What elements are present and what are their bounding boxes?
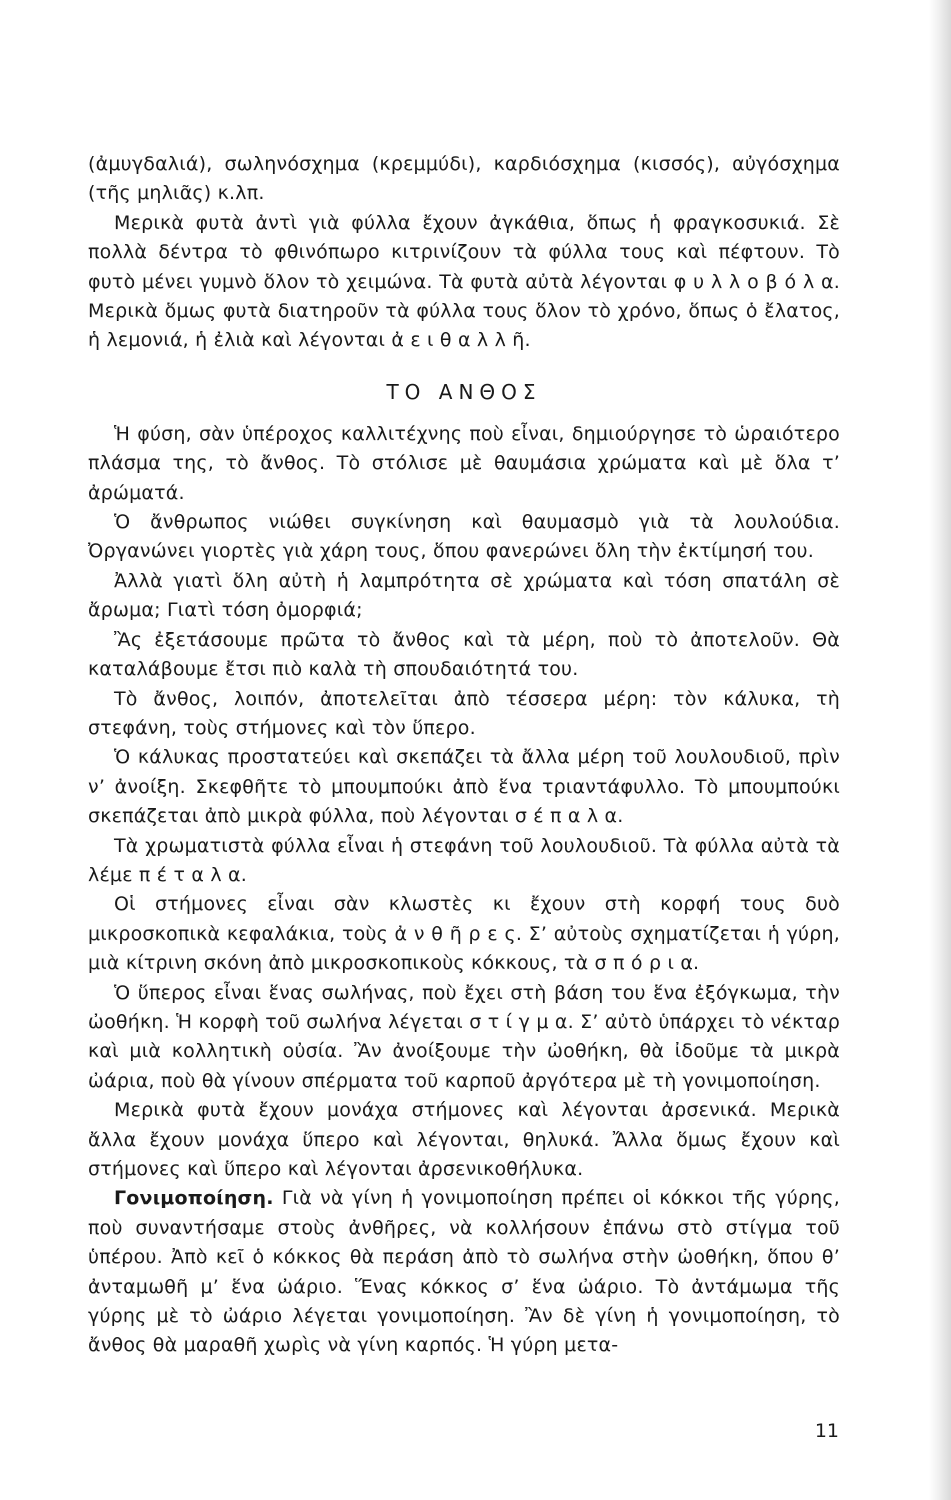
paragraph: Ἀλλὰ γιατὶ ὅλη αὐτὴ ἡ λαμπρότητα σὲ χρώματα καὶ τόση σπατάλη σὲ ἄρωμα; Γιατὶ τόση ὀμορφιά; xyxy=(88,569,840,622)
paragraph-fertilization xyxy=(88,1184,840,1360)
page-text xyxy=(88,150,840,1361)
paragraph: Μερικὰ φυτὰ ἔχουν μονάχα στήμονες καὶ λέγονται ἀρσενικά. Μερικὰ ἄλλα ἔχουν μονάχα ὕπερο καὶ λέγονται, θηλυκά. Ἄλλα ὅμως ἔχουν καὶ στήμονες καὶ ὕπερο καὶ λέγονται ἀρσενικοθήλυκα. xyxy=(88,1099,840,1180)
paragraph: Ἡ φύση, σὰν ὑπέροχος καλλιτέχνης ποὺ εἶναι, δημιούργησε τὸ ὡραιότερο πλάσμα της, τὸ ἄνθος. Τὸ στόλισε μὲ θαυμάσια χρώματα καὶ μὲ ὅλα τ’ ἀρώματά. xyxy=(88,422,840,504)
fertilization-term: Γονιμοποίηση. xyxy=(114,1187,274,1210)
fertilization-text: Γιὰ νὰ γίνη ἡ γονιμοποίηση πρέπει οἱ κόκκοι τῆς γύρης, ποὺ συναντήσαμε στοὺς ἀνθῆρες, νὰ κολλήσουν ἐπάνω στὸ στίγμα τοῦ ὑπέρου. Ἀπὸ κεῖ ὁ κόκκος θὰ περάση ἀπὸ τὸ σωλήνα στὴν ὠοθήκη, ὅπου θ’ ἀνταμωθῆ μ’ ἕνα ὠάριο. Ἕνας κόκκος σ’ ἕνα ὠάριο. Τὸ ἀντάμωμα τῆς γύρης μὲ τὸ ὠάριο λέγεται γονιμοποίηση. Ἂν δὲ γίνη ἡ γονιμοποίηση, τὸ ἄνθος θὰ μαραθῆ χωρὶς νὰ γίνη καρπός. Ἡ γύρη μετα- xyxy=(88,1187,841,1357)
paragraph: Ὁ κάλυκας προστατεύει καὶ σκεπάζει τὰ ἄλλα μέρη τοῦ λουλουδιοῦ, πρὶν ν’ ἀνοίξη. Σκεφθῆτε τὸ μπουμπούκι ἀπὸ ἕνα τριαντάφυλλο. Τὸ μπουμπούκι σκεπάζεται ἀπὸ μικρὰ φύλλα, ποὺ λέγονται σ έ π α λ α. xyxy=(88,746,840,828)
paragraph: Οἱ στήμονες εἶναι σὰν κλωστὲς κι ἔχουν στὴ κορφή τους δυὸ μικροσκοπικὰ κεφαλάκια, τοὺς ἀ ν θ ῆ ρ ε ς. Σ’ αὐτοὺς σχηματίζεται ἡ γύρη, μιὰ κίτρινη σκόνη ἀπὸ μικροσκοπικοὺς κόκκους, τὰ σ π ό ρ ι α. xyxy=(88,893,840,975)
paragraph-continuation: (ἀμυγδαλιά), σωληνόσχημα (κρεμμύδι), καρδιόσχημα (κισσός), αὐγόσχημα (τῆς μηλιᾶς) κ.λπ. xyxy=(88,153,840,205)
paragraph: Ἂς ἐξετάσουμε πρῶτα τὸ ἄνθος καὶ τὰ μέρη, ποὺ τὸ ἀποτελοῦν. Θὰ καταλάβουμε ἔτσι πιὸ καλὰ τὴ σπουδαιότητά του. xyxy=(88,628,840,681)
paragraph-leaf-types: Μερικὰ φυτὰ ἀντὶ γιὰ φύλλα ἔχουν ἀγκάθια, ὅπως ἡ φραγκοσυκιά. Σὲ πολλὰ δέντρα τὸ φθινόπωρο κιτρινίζουν τὰ φύλλα τους καὶ πέφτουν. Τὸ φυτὸ μένει γυμνὸ ὅλον τὸ χειμώνα. Τὰ φυτὰ αὐτὰ λέγονται φ υ λ λ ο β ό λ α. Μερικὰ ὅμως φυτὰ διατηροῦν τὰ φύλλα τους ὅλον τὸ χρόνο, ὅπως ὁ ἔλατος, ἡ λεμονιά, ἡ ἐλιὰ καὶ λέγονται ἀ ε ι θ α λ λ ῆ. xyxy=(88,211,840,352)
paragraph: Τὰ χρωματιστὰ φύλλα εἶναι ἡ στεφάνη τοῦ λουλουδιοῦ. Τὰ φύλλα αὐτὰ τὰ λέμε π έ τ α λ α. xyxy=(88,834,840,886)
page-edge-shadow xyxy=(929,0,951,1500)
paragraph: Ὁ ὕπερος εἶναι ἕνας σωλήνας, ποὺ ἔχει στὴ βάση του ἕνα ἐξόγκωμα, τὴν ὠοθήκη. Ἡ κορφὴ τοῦ σωλήνα λέγεται σ τ ί γ μ α. Σ’ αὐτὸ ὑπάρχει τὸ νέκταρ καὶ μιὰ κολλητικὴ οὐσία. Ἂν ἀνοίξουμε τὴν ὠοθήκη, θὰ ἰδοῦμε τὰ μικρὰ ὠάρια, ποὺ θὰ γίνουν σπέρματα τοῦ καρποῦ ἀργότερα μὲ τὴ γονιμοποίηση. xyxy=(88,981,840,1092)
paragraph: Τὸ ἄνθος, λοιπόν, ἀποτελεῖται ἀπὸ τέσσερα μέρη: τὸν κάλυκα, τὴ στεφάνη, τοὺς στήμονες καὶ τὸν ὕπερο. xyxy=(88,687,840,739)
paragraph: Ὁ ἄνθρωπος νιώθει συγκίνηση καὶ θαυμασμὸ γιὰ τὰ λουλούδια. Ὀργανώνει γιορτὲς γιὰ χάρη τους, ὅπου φανερώνει ὅλη τὴν ἐκτίμησή του. xyxy=(88,511,840,563)
page-number: 11 xyxy=(814,1420,839,1442)
section-heading: ΤΟ ΑΝΘΟΣ xyxy=(386,379,542,404)
